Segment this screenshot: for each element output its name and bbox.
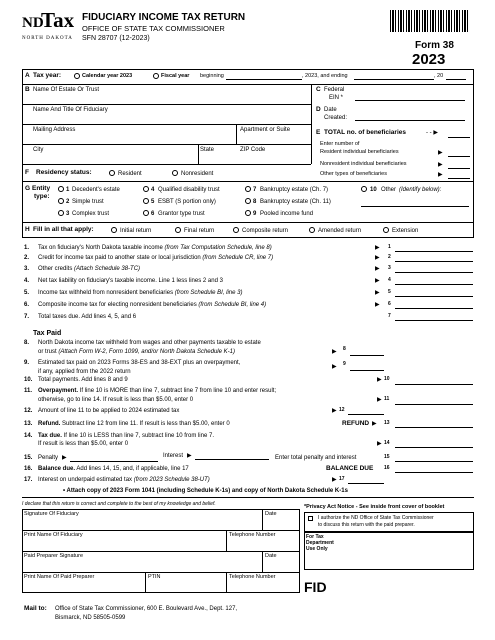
line-15-input[interactable] [395, 461, 473, 462]
calendar-year-label: Calendar year 2023 [82, 73, 133, 79]
line-3-text: Other credits (Attach Schedule 38-TC) [38, 266, 141, 272]
line-16-input[interactable] [395, 472, 473, 473]
resident-radio[interactable] [109, 170, 115, 176]
mail-address-1: Office of State Tax Commissioner, 600 E. Boulevard Ave., Dept. 127, [55, 606, 238, 612]
tax-dept-label-3: Use Only [306, 546, 328, 552]
line-3-num: 3. [24, 266, 30, 272]
office-name: OFFICE OF STATE TAX COMMISSIONER [82, 24, 225, 33]
line-14-text-b: If result is less than $5.00, enter 0 [38, 441, 129, 447]
arrow-icon: ▶ [375, 302, 380, 308]
preparer-signature-label: Paid Preparer Signature [24, 553, 84, 559]
entity-7-radio[interactable] [245, 186, 251, 192]
line-5-input[interactable] [395, 296, 473, 297]
apt-suite-label: Apartment or Suite [240, 127, 291, 133]
line-8-text-a: North Dakota income tax withheld from wages and other payments taxable to estate [38, 340, 261, 346]
line-16-text: Balance due. Add lines 14, 15, and, if applicable, line 17 [38, 466, 189, 472]
mailing-address-input[interactable] [23, 134, 235, 144]
line-9-box-label: 9 [343, 361, 346, 367]
line-2-input[interactable] [395, 261, 473, 262]
date-created-input[interactable] [355, 120, 465, 121]
entity-10-note: (Identify below): [399, 187, 442, 193]
entity-4-radio[interactable] [143, 186, 149, 192]
mailing-address-label: Mailing Address [33, 127, 76, 133]
entity-5-num: 5 [151, 199, 155, 205]
mail-address-2: Bismarck, ND 58505-0599 [55, 615, 126, 621]
penalty-label: Penalty [38, 455, 59, 461]
enter-number-label: Enter number of [320, 141, 360, 147]
line-14-text-a: Tax due. If line 10 is LESS than line 7, subtract line 10 from line 7. [38, 433, 214, 439]
line-4-box-label: 4 [388, 277, 391, 283]
section-g-label: G [25, 185, 31, 192]
attach-note: • Attach copy of 2023 Form 1041 (including Schedule K-1s) and copy of North Dakota Schedule K-1s [63, 488, 348, 494]
arrow-icon: ▶ [332, 477, 337, 483]
entity-3-label: Complex trust [72, 211, 110, 217]
residency-label: Residency status: [36, 169, 92, 176]
line-9-input[interactable] [350, 370, 384, 371]
line-13-text: Refund. Subtract line 12 from line 11. If result is less than $5.00, enter 0 [38, 421, 230, 427]
arrow-icon: ▶ [187, 453, 192, 459]
arrow-icon: ▶ [375, 245, 380, 251]
line-7-num: 7. [24, 314, 30, 320]
type-label: type: [34, 193, 50, 200]
line-13-num: 13. [24, 421, 33, 427]
line-3-input[interactable] [395, 272, 473, 273]
form-number: Form 38 [415, 40, 454, 51]
tax-year: 2023 [412, 51, 446, 68]
line-10-num: 10. [24, 377, 33, 383]
line-12-box-label: 12 [339, 407, 345, 413]
line-1-row [0, 245, 495, 255]
arrow-icon: ▶ [332, 408, 337, 414]
line-9-text-b: if any, applied from the 2022 return [38, 369, 131, 375]
signature-fiduciary-label: Signature Of Fiduciary [24, 511, 79, 517]
line-4-input[interactable] [395, 284, 473, 285]
tax-dept-label-2: Department [306, 540, 334, 546]
line-4-num: 4. [24, 278, 30, 284]
tax-paid-heading: Tax Paid [33, 330, 62, 337]
arrow-icon: ▶ [375, 255, 380, 261]
fid-code: FID [304, 579, 327, 595]
line-3-box-label: 3 [388, 265, 391, 271]
nonresident-label: Nonresident [181, 171, 214, 177]
sfn-number: SFN 28707 (12-2023) [82, 35, 150, 42]
balance-due-label: BALANCE DUE [326, 465, 374, 472]
zip-label: ZIP Code [240, 147, 266, 153]
telephone-fiduciary-label: Telephone Number [229, 532, 276, 538]
arrow-icon: ▶ [62, 455, 67, 461]
name-estate-input[interactable] [23, 94, 311, 104]
arrow-icon: ▶ [438, 162, 443, 168]
line-7-row [0, 314, 495, 324]
arrow-icon: ▶ [377, 441, 382, 447]
line-5-text: Income tax withheld from nonresident beneficiaries (from Schedule BI, line 3) [38, 290, 243, 296]
line-14-input[interactable] [395, 447, 473, 448]
signature-fiduciary-input[interactable] [23, 518, 261, 529]
line-1-box-label: 1 [388, 244, 391, 250]
entity-8-radio[interactable] [245, 198, 251, 204]
line-16-num: 16. [24, 466, 33, 472]
barcode [390, 10, 470, 32]
line-7-text: Total taxes due. Add lines 4, 5, and 6 [38, 314, 137, 320]
initial-return-radio[interactable] [111, 227, 117, 233]
entity-6-num: 6 [151, 211, 155, 217]
line-17-input[interactable] [348, 483, 384, 484]
arrow-icon: ▶ [372, 421, 377, 427]
arrow-icon: ▶ [377, 397, 382, 403]
resident-label: Resident [118, 171, 142, 177]
entity-6-radio[interactable] [143, 210, 149, 216]
section-e-label: E [316, 129, 321, 136]
arrow-icon: ▶ [375, 278, 380, 284]
line-15-num: 15. [24, 455, 33, 461]
entity-5-label: ESBT (S portion only) [158, 199, 216, 205]
entity-7-num: 7 [253, 187, 257, 193]
ptin-label: PTIN [148, 574, 161, 580]
line-10-box-label: 10 [384, 376, 390, 382]
amended-return-radio[interactable] [309, 227, 315, 233]
entity-2-num: 2 [66, 199, 70, 205]
mail-to-label: Mail to: [24, 605, 47, 612]
logo-nd: ND [22, 15, 44, 31]
composite-return-radio[interactable] [233, 227, 239, 233]
nonresident-radio[interactable] [172, 170, 178, 176]
line-5-box-label: 5 [388, 289, 391, 295]
declaration-text: I declare that this return is correct and complete to the best of my knowledge and belief. [22, 501, 216, 507]
line-1-input[interactable] [395, 251, 473, 252]
total-beneficiaries-label: TOTAL no. of beneficiaries [324, 129, 406, 136]
entity-8-label: Bankruptcy estate (Ch. 11) [260, 199, 331, 205]
authorize-text-1: I authorize the ND Office of State Tax Commissioner [318, 515, 434, 521]
line-12-text: Amount of line 11 to be applied to 2024 estimated tax [38, 408, 180, 414]
line-7-input[interactable] [395, 320, 473, 321]
final-return-label: Final return [184, 228, 215, 234]
logo-tax: Tax [41, 8, 75, 32]
line-1-num: 1. [24, 245, 30, 251]
ein-label: EIN * [329, 95, 344, 101]
entity-4-num: 4 [151, 187, 155, 193]
fiscal-end-input[interactable] [354, 79, 434, 80]
entity-9-num: 9 [253, 211, 257, 217]
section-f-label: F [25, 169, 29, 176]
fiscal-end-year-input[interactable] [446, 79, 466, 80]
name-fiduciary-input[interactable] [23, 114, 311, 124]
entity-label: Entity [32, 185, 51, 192]
entity-10-num: 10 [370, 187, 377, 193]
fill-all-label: Fill in all that apply: [33, 226, 94, 233]
arrow-icon: ▶ [377, 377, 382, 383]
entity-2-label: Simple trust [72, 199, 104, 205]
print-preparer-label: Print Name Of Paid Preparer [24, 574, 95, 580]
penalty-input[interactable] [70, 461, 158, 462]
total-beneficiaries-input[interactable] [448, 137, 470, 138]
line-6-num: 6. [24, 302, 30, 308]
nonresident-beneficiaries-input[interactable] [448, 168, 470, 169]
calendar-year-radio[interactable] [74, 73, 80, 79]
line-2-box-label: 2 [388, 254, 391, 260]
initial-return-label: Initial return [120, 228, 152, 234]
form-title: FIDUCIARY INCOME TAX RETURN [82, 12, 246, 23]
federal-label: Federal [324, 87, 345, 93]
print-fiduciary-label: Print Name Of Fiduciary [24, 532, 83, 538]
created-label: Created: [324, 115, 348, 121]
section-a-label: A [25, 72, 30, 79]
line-2-num: 2. [24, 255, 30, 261]
entity-10-radio[interactable] [361, 186, 367, 192]
line-12-num: 12. [24, 408, 33, 414]
line-16-box-label: 16 [384, 465, 390, 471]
arrow-icon: - - ▶ [426, 130, 438, 136]
resident-beneficiaries-input[interactable] [448, 156, 470, 157]
entity-10-label: Other [381, 187, 397, 193]
tax-year-label: Tax year: [33, 72, 62, 79]
line-13-box-label: 13 [384, 420, 390, 426]
tax-dept-label-1: For Tax [306, 534, 324, 540]
line-10-text: Total payments. Add lines 8 and 9 [38, 377, 128, 383]
entity-9-radio[interactable] [245, 210, 251, 216]
line-3-row [0, 266, 495, 276]
line-6-input[interactable] [395, 308, 473, 309]
refund-label: REFUND [342, 420, 370, 427]
entity-3-num: 3 [66, 211, 70, 217]
name-fiduciary-label: Name And Title Of Fiduciary [33, 107, 108, 113]
arrow-icon: ▶ [332, 349, 337, 355]
line-12-input[interactable] [348, 414, 384, 415]
line-2-text: Credit for income tax paid to another state or local jurisdiction (from Schedule CR, line 7) [38, 255, 274, 261]
line-10-input[interactable] [395, 384, 473, 385]
other-beneficiaries-label: Other types of beneficiaries [320, 171, 387, 177]
city-label: City [33, 147, 44, 153]
entity-other-input[interactable] [361, 206, 469, 207]
entity-4-label: Qualified disability trust [158, 187, 220, 193]
line-15-box-label: 15 [384, 454, 390, 460]
fiscal-year-radio[interactable] [153, 73, 159, 79]
comma-20-label: , 20 [434, 73, 444, 79]
extension-label: Extension [392, 228, 419, 234]
composite-return-label: Composite return [242, 228, 289, 234]
line-6-text: Composite income tax for electing nonresident beneficiaries (from Schedule BI, line 4) [38, 302, 267, 308]
entity-7-label: Bankruptcy estate (Ch. 7) [260, 187, 329, 193]
name-estate-label: Name Of Estate Or Trust [33, 87, 100, 93]
fiscal-year-label: Fiscal year [161, 73, 190, 79]
and-ending-label: , 2023, and ending [302, 73, 348, 79]
tax-dept-use-box [304, 532, 474, 570]
interest-input[interactable] [195, 459, 269, 460]
line-5-num: 5. [24, 290, 30, 296]
line-6-box-label: 6 [388, 301, 391, 307]
date-preparer-label: Date [265, 553, 277, 559]
line-9-text-a: Estimated tax paid on 2023 Forms 38-ES and 38-EXT plus an overpayment, [38, 360, 241, 366]
line-11-text-b: otherwise, go to line 14. If result is less than $5.00, enter 0 [38, 397, 194, 403]
line-5-row [0, 290, 495, 300]
line-4-row [0, 278, 495, 288]
nd-tax-logo [22, 8, 75, 46]
entity-6-label: Grantor type trust [158, 211, 205, 217]
arrow-icon: ▶ [375, 266, 380, 272]
line-2-row [0, 255, 495, 265]
line-7-box-label: 7 [388, 313, 391, 319]
state-label: State [200, 147, 215, 153]
extension-radio[interactable] [383, 227, 389, 233]
line-6-row [0, 302, 495, 312]
telephone-preparer-label: Telephone Number [229, 574, 276, 580]
interest-label: Interest [163, 453, 184, 459]
nonresident-beneficiaries-label: Nonresident individual beneficiaries [320, 161, 407, 167]
date-fiduciary-label: Date [265, 511, 277, 517]
entity-1-num: 1 [66, 187, 70, 193]
arrow-icon: ▶ [438, 150, 443, 156]
line-17-num: 17. [24, 477, 33, 483]
arrow-icon: ▶ [375, 290, 380, 296]
line-1-text: Tax on fiduciary's North Dakota taxable income (from Tax Computation Schedule, line 8) [38, 245, 272, 251]
line-14-num: 14. [24, 433, 33, 439]
line-14-box-label: 14 [384, 440, 390, 446]
line-11-input[interactable] [395, 404, 473, 405]
line-13-input[interactable] [395, 427, 473, 428]
resident-beneficiaries-label: Resident individual beneficiaries [320, 149, 399, 155]
authorize-text-2: to discuss this return with the paid preparer. [318, 522, 415, 528]
other-beneficiaries-input[interactable] [448, 178, 470, 179]
entity-1-label: Decedent's estate [72, 187, 120, 193]
line-8-box-label: 8 [343, 346, 346, 352]
line-8-input[interactable] [350, 355, 384, 356]
section-d-label: D [316, 106, 321, 113]
entity-3-radio[interactable] [58, 210, 64, 216]
line-8-num: 8. [24, 340, 30, 346]
city-input[interactable] [23, 154, 197, 164]
amended-return-label: Amended return [318, 228, 362, 234]
section-h-label: H [25, 226, 30, 233]
privacy-notice: *Privacy Act Notice - See inside front cover of booklet [304, 504, 445, 510]
ein-input[interactable] [355, 100, 465, 101]
line-8-text-b: or trust (Attach Form W-2, Form 1099, and/or North Dakota Schedule K-1) [38, 349, 235, 355]
beginning-label: beginning [200, 73, 224, 79]
logo-subtitle: NORTH DAKOTA [22, 36, 73, 41]
penalty-total-label: Enter total penalty and interest [275, 455, 357, 461]
authorize-checkbox[interactable] [308, 516, 313, 521]
date-label: Date [324, 107, 337, 113]
entity-1-radio[interactable] [58, 186, 64, 192]
arrow-icon: ▶ [438, 172, 443, 178]
line-17-text: Interest on underpaid estimated tax (from 2023 Schedule 38-UT) [38, 477, 210, 483]
entity-8-num: 8 [253, 199, 257, 205]
arrow-icon: ▶ [332, 364, 337, 370]
entity-9-label: Pooled income fund [260, 211, 314, 217]
line-11-box-label: 11 [384, 396, 390, 402]
line-11-text-a: Overpayment. If line 10 is MORE than line 7, subtract line 7 from line 10 and enter result; [38, 388, 277, 394]
line-9-num: 9. [24, 360, 30, 366]
line-4-text: Net tax liability on fiduciary's taxable income. Line 1 less lines 2 and 3 [38, 278, 223, 284]
entity-2-radio[interactable] [58, 198, 64, 204]
line-11-num: 11. [24, 388, 33, 394]
line-17-box-label: 17 [339, 476, 345, 482]
final-return-radio[interactable] [175, 227, 181, 233]
section-b-label: B [25, 86, 30, 93]
section-c-label: C [316, 86, 321, 93]
entity-5-radio[interactable] [143, 198, 149, 204]
fiscal-begin-input[interactable] [226, 79, 302, 80]
